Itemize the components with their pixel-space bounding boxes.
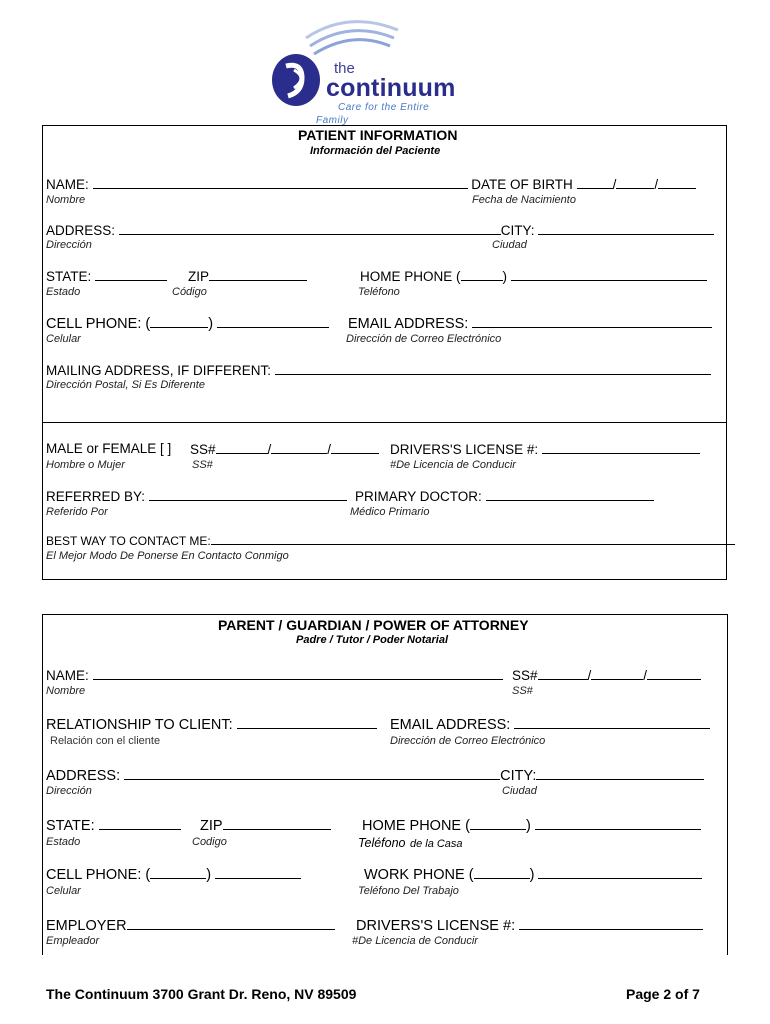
g-ss-part1-field[interactable] xyxy=(538,667,588,680)
g-cell-close: ) xyxy=(206,867,212,883)
dob-label: DATE OF BIRTH xyxy=(471,177,573,192)
footer-address: The Continuum 3700 Grant Dr. Reno, NV 89509 xyxy=(46,986,357,1002)
g-license-wrap xyxy=(356,917,703,934)
name-label: NAME: xyxy=(46,177,89,192)
g-ss-sub: SS# xyxy=(512,685,533,697)
g-home-phone-sub xyxy=(358,834,463,852)
g-cell-field[interactable] xyxy=(215,866,301,879)
referred-field[interactable] xyxy=(149,488,347,501)
dob-day-field[interactable] xyxy=(616,176,654,189)
home-phone-sub: Teléfono xyxy=(358,286,400,298)
ss-part2-field[interactable] xyxy=(271,441,327,454)
logo-tagline: Care for the Entire xyxy=(338,102,430,113)
sex-sub: Hombre o Mujer xyxy=(46,459,125,471)
g-city-field[interactable] xyxy=(536,767,704,780)
employer-field[interactable] xyxy=(127,917,335,930)
license-label: DRIVERS'S LICENSE #: xyxy=(390,442,539,457)
city-field[interactable] xyxy=(538,222,714,235)
contact-field[interactable] xyxy=(211,534,735,545)
patient-subtitle: Información del Paciente xyxy=(310,145,441,157)
sex-label: MALE or FEMALE [ ] xyxy=(46,441,172,456)
doctor-sub: Médico Primario xyxy=(350,506,430,518)
g-ss-slash: / xyxy=(643,668,648,683)
g-city-sub: Ciudad xyxy=(502,785,537,797)
guardian-subtitle: Padre / Tutor / Poder Notarial xyxy=(296,634,448,646)
g-email-sub: Dirección de Correo Electrónico xyxy=(390,735,546,747)
g-work-phone-wrap xyxy=(364,866,702,883)
dob-year-field[interactable] xyxy=(658,176,696,189)
g-email-wrap xyxy=(390,716,710,733)
ss-label: SS# xyxy=(190,442,216,457)
relationship-field[interactable] xyxy=(237,716,377,729)
logo-the: the xyxy=(334,60,355,77)
cell-field[interactable] xyxy=(217,315,329,328)
referred-label: REFERRED BY: xyxy=(46,489,146,504)
email-wrap xyxy=(348,315,712,332)
state-label-wrap xyxy=(46,268,167,284)
home-phone-wrap xyxy=(360,268,707,284)
license-sub: #De Licencia de Conducir xyxy=(390,459,516,471)
g-address-sub: Dirección xyxy=(46,785,92,797)
g-work-phone-field[interactable] xyxy=(538,866,702,879)
g-ss-part2-field[interactable] xyxy=(591,667,643,680)
mailing-wrap xyxy=(46,362,711,378)
ss-part1-field[interactable] xyxy=(216,441,268,454)
sex-wrap xyxy=(46,441,171,456)
zip-field[interactable] xyxy=(209,268,307,281)
address-row xyxy=(46,222,714,238)
address-field[interactable] xyxy=(119,222,501,235)
zip-wrap xyxy=(188,268,307,284)
cell-label: CELL PHONE: ( xyxy=(46,316,151,332)
ss-sub: SS# xyxy=(192,459,213,471)
relationship-sub: Relación con el cliente xyxy=(50,735,161,747)
employer-label: EMPLOYER xyxy=(46,918,127,934)
g-ss-label: SS# xyxy=(512,668,538,683)
contact-label: BEST WAY TO CONTACT ME: xyxy=(46,534,211,548)
cell-sub: Celular xyxy=(46,333,81,345)
email-sub: Dirección de Correo Electrónico xyxy=(346,333,502,345)
employer-wrap xyxy=(46,917,335,934)
g-zip-field[interactable] xyxy=(223,817,331,830)
g-ss-wrap xyxy=(512,667,701,683)
g-work-phone-sub: Teléfono Del Trabajo xyxy=(358,885,459,897)
home-phone-close: ) xyxy=(502,269,508,284)
referred-wrap xyxy=(46,488,347,504)
patient-title: PATIENT INFORMATION xyxy=(298,127,458,143)
mailing-label: MAILING ADDRESS, IF DIFFERENT: xyxy=(46,363,272,378)
g-cell-wrap xyxy=(46,866,301,883)
state-label: STATE: xyxy=(46,269,92,284)
g-address-label: ADDRESS: xyxy=(46,768,121,784)
g-email-label: EMAIL ADDRESS: xyxy=(390,717,511,733)
city-sub: Ciudad xyxy=(492,239,527,251)
g-cell-label: CELL PHONE: ( xyxy=(46,867,151,883)
g-ss-part3-field[interactable] xyxy=(647,667,701,680)
ss-slash: / xyxy=(327,442,332,457)
address-sub: Dirección xyxy=(46,239,92,251)
g-license-sub: #De Licencia de Conducir xyxy=(352,935,478,947)
g-name-label: NAME: xyxy=(46,668,89,683)
g-address-wrap xyxy=(46,767,704,784)
page-number: Page 2 of 7 xyxy=(626,986,700,1002)
g-cell-sub: Celular xyxy=(46,885,81,897)
name-row xyxy=(46,176,696,192)
name-sub: Nombre xyxy=(46,194,86,206)
g-home-phone-field[interactable] xyxy=(535,817,701,830)
employer-sub: Empleador xyxy=(46,935,100,947)
doctor-field[interactable] xyxy=(486,488,654,501)
contact-wrap xyxy=(46,534,735,548)
license-wrap xyxy=(390,441,700,457)
city-label: CITY: xyxy=(500,223,535,238)
logo xyxy=(268,18,468,124)
address-label: ADDRESS: xyxy=(46,223,116,238)
g-state-field[interactable] xyxy=(99,817,181,830)
email-label: EMAIL ADDRESS: xyxy=(348,316,469,332)
doctor-wrap xyxy=(355,488,654,504)
g-zip-label: ZIP xyxy=(200,818,223,834)
ss-part3-field[interactable] xyxy=(331,441,379,454)
dob-slash: / xyxy=(612,177,617,192)
home-phone-label: HOME PHONE ( xyxy=(360,269,461,284)
dob-sub: Fecha de Nacimiento xyxy=(472,194,576,206)
ss-slash: / xyxy=(267,442,272,457)
relationship-label: RELATIONSHIP TO CLIENT: xyxy=(46,717,233,733)
g-email-field[interactable] xyxy=(514,716,710,729)
g-cell-area-field[interactable] xyxy=(150,866,206,879)
referred-sub: Referido Por xyxy=(46,506,108,518)
state-sub: Estado xyxy=(46,286,81,298)
g-zip-wrap xyxy=(200,817,331,834)
g-city-label: CITY: xyxy=(500,768,537,784)
patient-divider xyxy=(42,422,726,423)
doctor-label: PRIMARY DOCTOR: xyxy=(355,489,482,504)
g-license-field[interactable] xyxy=(519,917,703,930)
cell-area-field[interactable] xyxy=(150,315,208,328)
mailing-sub: Dirección Postal, Si Es Diferente xyxy=(46,379,205,391)
g-work-phone-area-field[interactable] xyxy=(474,866,530,879)
g-home-phone-close: ) xyxy=(525,818,531,834)
g-name-field[interactable] xyxy=(93,667,503,680)
g-home-phone-label: HOME PHONE ( xyxy=(362,818,470,834)
guardian-title: PARENT / GUARDIAN / POWER OF ATTORNEY xyxy=(218,617,529,633)
g-state-sub: Estado xyxy=(46,836,81,848)
logo-tagline-2: Family xyxy=(316,115,349,126)
g-zip-sub: Codigo xyxy=(192,836,227,848)
g-state-wrap xyxy=(46,817,181,834)
logo-name: continuum xyxy=(326,74,456,102)
dob-month-field[interactable] xyxy=(577,176,613,189)
home-phone-field[interactable] xyxy=(511,268,707,281)
cell-close: ) xyxy=(208,316,214,332)
g-name-sub: Nombre xyxy=(46,685,86,697)
g-home-phone-wrap xyxy=(362,817,701,834)
name-field[interactable] xyxy=(93,176,468,189)
g-home-phone-area-field[interactable] xyxy=(470,817,526,830)
home-phone-area-field[interactable] xyxy=(461,268,503,281)
g-license-label: DRIVERS'S LICENSE #: xyxy=(356,918,516,934)
state-field[interactable] xyxy=(95,268,167,281)
license-field[interactable] xyxy=(542,441,700,454)
relationship-wrap xyxy=(46,716,377,733)
g-home-phone-sub-a: Teléfono xyxy=(358,836,406,850)
zip-sub: Código xyxy=(172,286,207,298)
g-ss-slash: / xyxy=(587,668,592,683)
mailing-field[interactable] xyxy=(275,362,711,375)
email-field[interactable] xyxy=(472,315,712,328)
g-home-phone-sub-b: de la Casa xyxy=(409,838,463,850)
guardian-section xyxy=(42,614,728,955)
ss-wrap xyxy=(190,441,379,457)
zip-label: ZIP xyxy=(188,269,210,284)
g-work-phone-close: ) xyxy=(529,867,535,883)
g-name-wrap xyxy=(46,667,503,683)
cell-wrap xyxy=(46,315,329,332)
g-state-label: STATE: xyxy=(46,818,95,834)
dob-slash: / xyxy=(654,177,659,192)
g-address-field[interactable] xyxy=(124,767,500,780)
contact-sub: El Mejor Modo De Ponerse En Contacto Conmigo xyxy=(46,550,289,562)
g-work-phone-label: WORK PHONE ( xyxy=(364,867,474,883)
